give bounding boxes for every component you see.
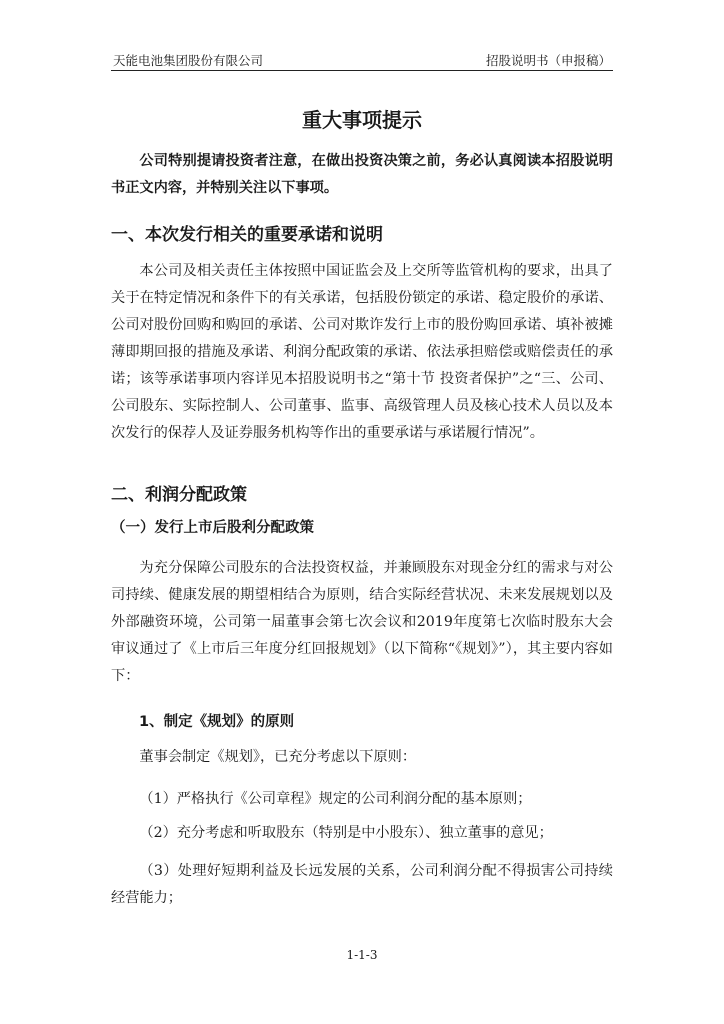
section-1-body: 本公司及相关责任主体按照中国证监会及上交所等监管机构的要求，出具了关于在特定情况和条件下的有关承诺，包括股份锁定的承诺、稳定股价的承诺、公司对股份回购和购回的承诺、公司对欺诈发行上市的股份购回承诺、填补被摊薄即期回报的措施及承诺、利润分配政策的承诺、依法承担赔偿或赔偿责任的承诺；该等承诺事项内容详见本招股说明书之“第十节 投资者保护”之“三、公司、公司股东、实际控制人、公司董事、监事、高级管理人员及核心技术人员以及本次发行的保荐人及证券服务机构等作出的重要承诺与承诺履行情况”。 — [111, 263, 613, 441]
item-1-heading: 1、制定《规划》的原则 — [139, 714, 295, 730]
subsection-1-heading: （一）发行上市后股利分配政策 — [111, 520, 314, 536]
section-1-heading: 一、本次发行相关的重要承诺和说明 — [111, 225, 383, 245]
header-company: 天能电池集团股份有限公司 — [113, 53, 264, 68]
intro-paragraph: 公司特别提请投资者注意，在做出投资决策之前，务必认真阅读本招股说明书正文内容，并特别关注以下事项。 — [111, 153, 613, 196]
header-doc-type: 招股说明书（申报稿） — [485, 53, 611, 68]
page-title: 重大事项提示 — [302, 108, 422, 132]
principle-2: （2）充分考虑和听取股东（特别是中小股东）、独立董事的意见； — [139, 825, 553, 841]
subsection-1-body: 为充分保障公司股东的合法投资权益，并兼顾股东对现金分红的需求与对公司持续、健康发展的期望相结合为原则，结合实际经营状况、未来发展规划以及外部融资环境，公司第一届董事会第七次会议和2019年度第七次临时股东大会审议通过了《上市后三年度分红回报规划》（以下简称“《规划》”），其主要内容如下： — [111, 560, 613, 684]
page-number: 1-1-3 — [346, 948, 378, 962]
principle-3: （3）处理好短期利益及长远发展的关系，公司利润分配不得损害公司持续经营能力； — [111, 863, 613, 906]
page-header — [111, 50, 613, 71]
principle-1: （1）严格执行《公司章程》规定的公司利润分配的基本原则； — [139, 791, 532, 807]
section-2-heading: 二、利润分配政策 — [111, 485, 247, 505]
item-1-lead: 董事会制定《规划》，已充分考虑以下原则： — [139, 749, 417, 765]
